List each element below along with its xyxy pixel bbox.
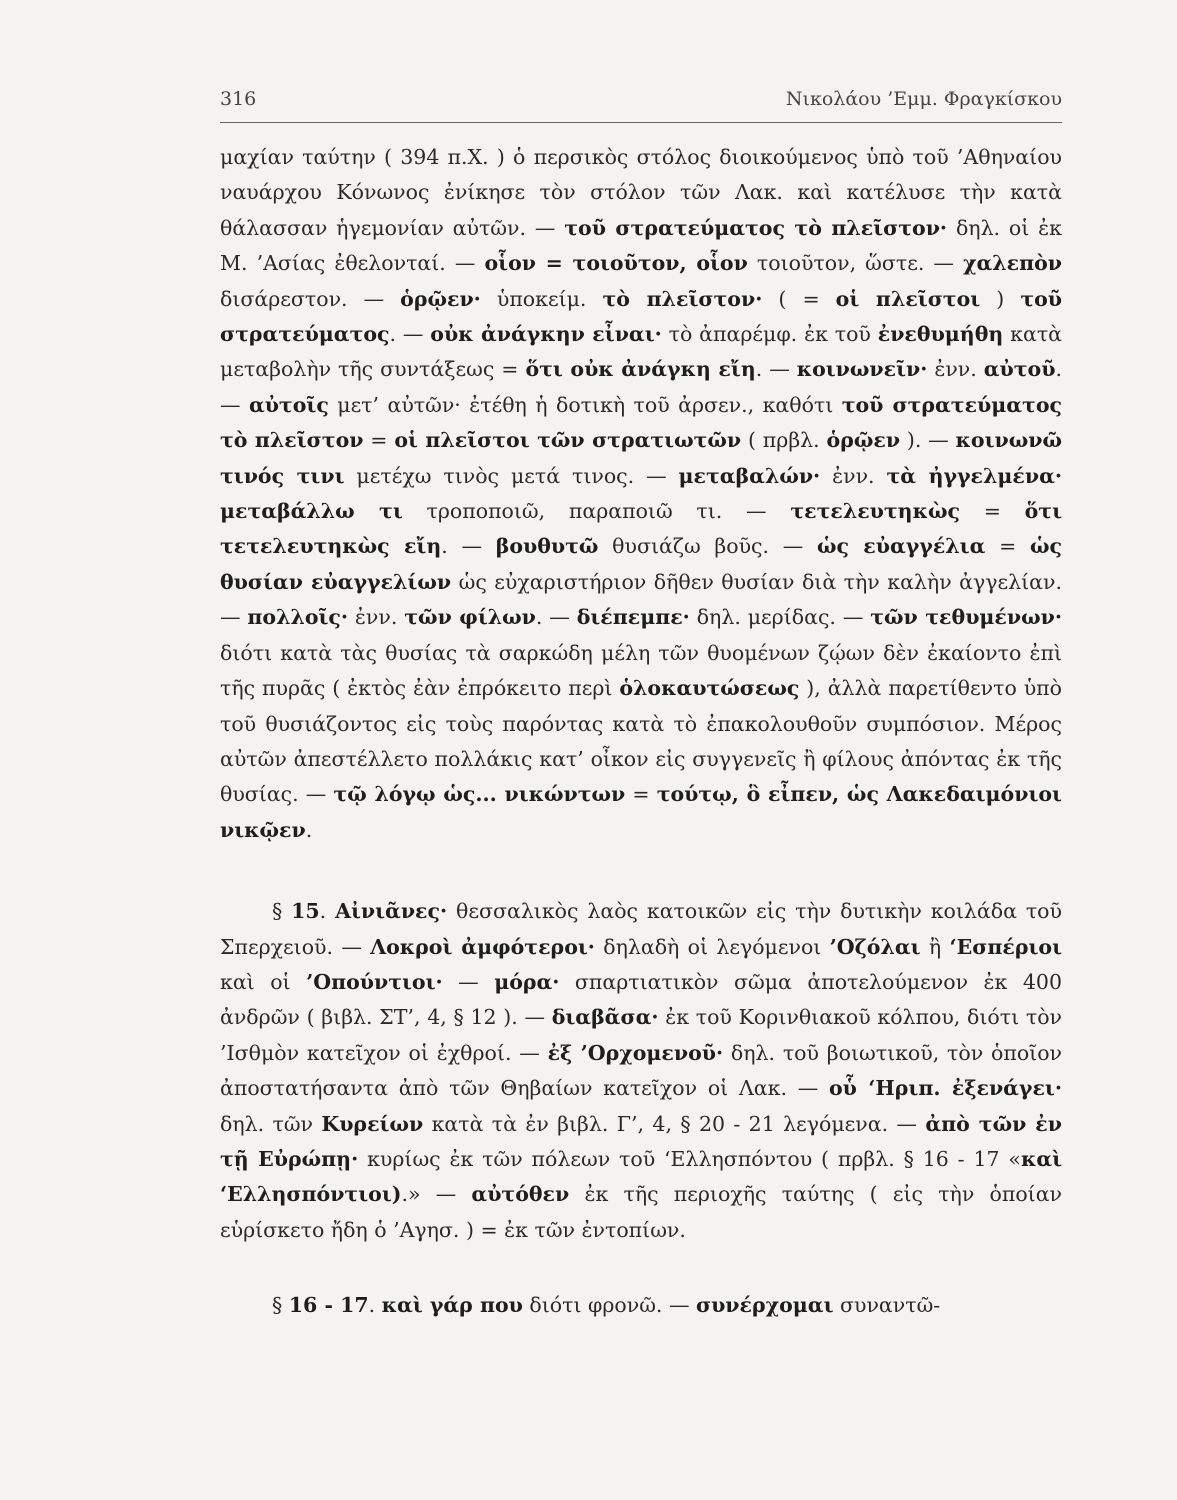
- lemma-term: τοῦ στρατεύματος τὸ πλεῖστον: [220, 392, 1062, 453]
- paragraph-section-15: [220, 894, 1062, 1248]
- lemma-term: ὡς θυσίαν εὐαγγελίων: [220, 534, 1062, 594]
- lemma-term: ὡς εὐαγγέλια: [816, 534, 986, 559]
- lemma-term: καὶ γάρ που: [381, 1293, 523, 1318]
- text-run: τροποποιῶ, παραποιῶ τι. —: [402, 499, 791, 524]
- text-run: ἐνν.: [348, 605, 405, 630]
- text-run: θυσιάζω βοῦς. —: [598, 534, 817, 559]
- text-run: ), ἀλλὰ παρετίθεντο ὑπὸ τοῦ θυσιάζοντος εἰς τοὺς παρόντας κατὰ τὸ ἐπακολουθοῦν συμπόσιον. Μέρος αὐτῶν ἀπεστέλλετο πολλάκις κατ’ οἶκον εἰς συγγενεῖς ἢ φίλους ἀπόντας ἐκ τῆς θυσίας. —: [220, 676, 1062, 807]
- text-run: ἐνν.: [820, 463, 887, 488]
- text-run: θεσσαλικὸς λαὸς κατοικῶν εἰς τὴν δυτικὴν κοιλάδα τοῦ Σπερχειοῦ. —: [220, 899, 1062, 959]
- lemma-term: ὁλοκαυτώσεως: [619, 676, 800, 701]
- lemma-term: τῷ λόγῳ ὡς... νικώντων: [333, 782, 626, 807]
- text-run: . —: [535, 605, 577, 630]
- lemma-term: ἀπὸ τῶν ἐν τῇ Εὐρώπῃ·: [220, 1111, 1062, 1171]
- text-run: ἐκ τοῦ Κορινθιακοῦ κόλπου, διότι τὸν ’Ισθμὸν κατεῖχον οἱ ἐχθροί. —: [220, 1005, 1062, 1065]
- text-run: κατὰ μεταβολὴν τῆς συντάξεως =: [220, 322, 1063, 382]
- text-run: διότι φρονῶ. —: [522, 1293, 696, 1318]
- text-run: δισάρεστον. —: [220, 286, 401, 311]
- lemma-term: αὐτόθεν: [471, 1182, 570, 1207]
- text-run: ( =: [762, 286, 836, 311]
- lemma-term: οἱ πλεῖστοι: [835, 286, 981, 311]
- paragraph-section-16-17: [220, 1288, 1062, 1323]
- lemma-term: ‘Εσπέριοι: [949, 934, 1062, 959]
- text-run: ὑποκείμ.: [480, 286, 603, 311]
- lemma-term: τῶν τεθυμένων·: [870, 605, 1062, 630]
- paragraph-1: [220, 140, 1062, 848]
- header-rule: [220, 122, 1062, 123]
- lemma-term: τετελευτηκὼς: [790, 499, 960, 524]
- lemma-term: μεταβαλών·: [678, 463, 821, 488]
- lemma-term: 15: [291, 899, 320, 924]
- text-run: ( πρβλ.: [741, 428, 827, 453]
- lemma-term: διαβᾶσα·: [551, 1005, 659, 1030]
- lemma-term: βουθυτῶ: [495, 534, 599, 559]
- lemma-term: οὗ ‘Ηριπ. ἐξενάγει·: [829, 1076, 1062, 1101]
- text-run: =: [625, 782, 657, 807]
- lemma-term: οἱ πλεῖστοι τῶν στρατιωτῶν: [394, 428, 742, 453]
- text-run: δηλ. τοῦ βοιωτικοῦ, τὸν ὁποῖον ἀποστατήσαντα ἀπὸ τῶν Θηβαίων κατεῖχον οἱ Λακ. —: [220, 1040, 1063, 1101]
- lemma-term: Αἰνιᾶνες·: [335, 899, 448, 924]
- text-run: §: [272, 1293, 289, 1318]
- text-run: ): [980, 286, 1021, 311]
- text-run: καὶ οἱ: [220, 969, 307, 994]
- lemma-term: Κυρείων: [321, 1111, 424, 1136]
- text-run: ἐνν.: [927, 357, 984, 382]
- text-run: τοιοῦτον, ὥστε. —: [747, 251, 964, 276]
- lemma-term: χαλεπὸν: [963, 251, 1063, 276]
- text-run: . —: [389, 322, 431, 347]
- text-run: ). —: [900, 428, 956, 453]
- running-title: Νικολάου ’Εμμ. Φραγκίσκου: [785, 88, 1062, 110]
- lemma-term: ὅτι τετελευτηκὼς εἴη: [220, 499, 1063, 559]
- lemma-term: πολλοῖς·: [247, 605, 349, 630]
- text-run: δηλ. μερίδας. —: [689, 605, 871, 630]
- commentary-text: [220, 140, 1062, 1324]
- lemma-term: ὁρῷεν: [826, 428, 901, 453]
- text-run: συναντῶ-: [833, 1293, 941, 1318]
- page-number: 316: [220, 88, 257, 110]
- text-run: . —: [441, 534, 496, 559]
- text-run: —: [442, 969, 495, 994]
- lemma-term: ἐξ ’Ορχομενοῦ·: [547, 1040, 724, 1065]
- text-run: .: [319, 899, 336, 924]
- text-run: . —: [220, 357, 1062, 417]
- text-run: ἢ: [920, 934, 950, 959]
- lemma-term: ὁρῷεν·: [400, 286, 481, 311]
- text-run: τὸ ἀπαρέμφ. ἐκ τοῦ: [661, 322, 878, 347]
- lemma-term: οἷον = τοιοῦτον, οἷον: [484, 251, 748, 276]
- lemma-term: κοινωνῶ τινός τινι: [220, 428, 1062, 488]
- lemma-term: ’Οζόλαι: [829, 934, 921, 959]
- lemma-term: τῶν φίλων: [404, 605, 536, 630]
- lemma-term: κοινωνεῖν·: [796, 357, 928, 382]
- lemma-term: τὰ ἠγγελμένα· μεταβάλλω τι: [220, 463, 1062, 524]
- text-run: =: [985, 534, 1030, 559]
- lemma-term: καὶ ‘Ελλησπόντιοι): [220, 1146, 1063, 1207]
- lemma-term: τοῦ στρατεύματος τὸ πλεῖστον·: [564, 215, 948, 240]
- lemma-term: ’Οπούντιοι·: [306, 969, 443, 994]
- lemma-term: τοῦ στρατεύματος: [220, 286, 1063, 347]
- lemma-term: Λοκροὶ ἀμφότεροι·: [370, 934, 595, 959]
- text-run: .: [368, 1293, 382, 1318]
- lemma-term: οὐκ ἀνάγκην εἶναι·: [430, 322, 662, 347]
- text-run: ὡς εὐχαριστήριον δῆθεν θυσίαν διὰ τὴν καλὴν ἀγγελίαν. —: [220, 569, 1062, 630]
- lemma-term: ὅτι οὐκ ἀνάγκη εἴη: [525, 357, 756, 382]
- lemma-term: συνέρχομαι: [695, 1293, 834, 1318]
- text-run: .: [305, 817, 313, 842]
- page-header: [220, 88, 1062, 116]
- text-run: κατὰ τὰ ἐν βιβλ. Γ’, 4, § 20 - 21 λεγόμενα. —: [423, 1111, 926, 1136]
- lemma-term: τὸ πλεῖστον·: [602, 286, 763, 311]
- text-run: δηλ. τῶν: [220, 1111, 322, 1136]
- text-run: =: [363, 428, 395, 453]
- text-run: δηλ. οἱ ἐκ Μ. ’Ασίας ἐθελονταί. —: [220, 215, 1062, 276]
- text-run: ἐκ τῆς περιοχῆς ταύτης ( εἰς τὴν ὁποίαν εὑρίσκετο ἤδη ὁ ’Αγησ. ) = ἐκ τῶν ἐντοπίων.: [220, 1182, 1063, 1242]
- text-run: σπαρτιατικὸν σῶμα ἀποτελούμενον ἐκ 400 ἀνδρῶν ( βιβλ. ΣΤ’, 4, § 12 ). —: [220, 969, 1062, 1030]
- text-run: .» —: [401, 1182, 472, 1207]
- text-run: §: [272, 899, 292, 924]
- lemma-term: τούτῳ, ὃ εἶπεν, ὡς Λακεδαιμόνιοι νικῷεν: [220, 782, 1062, 842]
- text-run: =: [959, 499, 1025, 524]
- text-run: διότι κατὰ τὰς θυσίας τὰ σαρκώδη μέλη τῶν θυομένων ζῴων δὲν ἐκαίοντο ἐπὶ τῆς πυρᾶς ( ἐκτὸς ἐὰν ἐπρόκειτο περὶ: [220, 640, 1062, 701]
- text-run: μετ’ αὐτῶν· ἐτέθη ἡ δοτικὴ τοῦ ἀρσεν., καθότι: [328, 392, 842, 417]
- lemma-term: μόρα·: [494, 969, 560, 994]
- text-run: μαχίαν ταύτην ( 394 π.Χ. ) ὁ περσικὸς στόλος διοικούμενος ὑπὸ τοῦ ’Αθηναίου ναυάρχου Κόνωνος ἐνίκησε τὸν στόλον τῶν Λακ. καὶ κατέλυσε τὴν κατὰ θάλασσαν ἡγεμονίαν αὐτῶν. —: [220, 145, 1062, 240]
- lemma-term: αὐτοῖς: [248, 392, 329, 417]
- text-run: . —: [755, 357, 797, 382]
- text-run: δηλαδὴ οἱ λεγόμενοι: [594, 934, 830, 959]
- lemma-term: αὐτοῦ: [983, 357, 1056, 382]
- lemma-term: 16 - 17: [288, 1293, 369, 1318]
- text-run: μετέχω τινὸς μετά τινος. —: [344, 463, 679, 488]
- lemma-term: ἐνεθυμήθη: [877, 322, 1004, 347]
- lemma-term: διέπεμπε·: [576, 605, 690, 630]
- text-run: κυρίως ἐκ τῶν πόλεων τοῦ ‘Ελλησπόντου ( πρβλ. § 16 - 17 «: [358, 1146, 1021, 1171]
